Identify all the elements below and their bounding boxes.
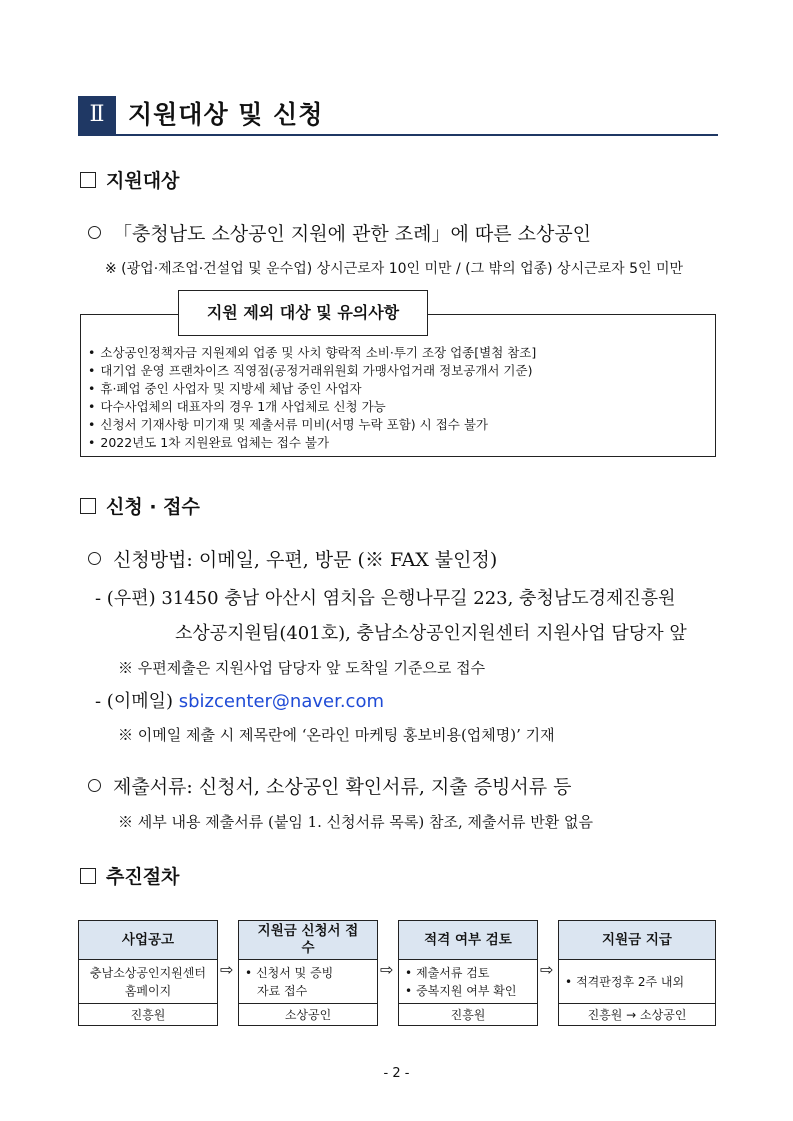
- step-title: 지원금 지급: [559, 921, 715, 960]
- email-line: - (이메일) sbizcenter@naver.com: [95, 691, 384, 712]
- email-link[interactable]: sbizcenter@naver.com: [178, 691, 384, 712]
- list-item: • 대기업 운영 프랜차이즈 직영점(공정거래위원회 가맹사업거래 정보공개서 기준): [88, 362, 536, 380]
- step-owner: 진흥원: [450, 1008, 486, 1022]
- arrow-right-icon: ⇨: [380, 960, 394, 979]
- docs-note: ※ 세부 내용 제출서류 (붙임 1. 신청서류 목록) 참조, 제출서류 반환 없음: [118, 813, 593, 831]
- exclusion-list: [88, 344, 536, 452]
- step-body: [79, 960, 217, 1004]
- step-body: [239, 960, 377, 1004]
- checkbox-square-icon: [80, 868, 96, 884]
- section-number: Ⅱ: [78, 96, 116, 134]
- target-main: 「충청남도 소상공인 지원에 관한 조례」에 따른 소상공인: [88, 220, 591, 248]
- page-number: - 2 -: [383, 1066, 410, 1081]
- target-heading: 지원대상: [80, 168, 179, 194]
- process-step-review: [398, 920, 538, 1026]
- process-step-payment: [558, 920, 716, 1026]
- step-body-line: • 신청서 및 증빙: [245, 964, 371, 982]
- step-title: 적격 여부 검토: [399, 921, 537, 960]
- list-item: • 소상공인정책자금 지원제외 업종 및 사치 향락적 소비·투기 조장 업종[별첨 참조]: [88, 344, 536, 362]
- list-item: • 다수사업체의 대표자의 경우 1개 사업체로 신청 가능: [88, 398, 536, 416]
- list-item: • 2022년도 1차 지원완료 업체는 접수 불가: [88, 434, 536, 452]
- post-address-line2: 소상공지원팀(401호), 충남소상공인지원센터 지원사업 담당자 앞: [175, 623, 687, 644]
- step-body-line: 자료 접수: [257, 983, 308, 998]
- section-divider: [78, 134, 718, 136]
- step-title: 사업공고: [79, 921, 217, 960]
- step-owner: 소상공인: [284, 1008, 332, 1022]
- apply-heading: 신청 · 접수: [80, 494, 200, 520]
- apply-method: 신청방법: 이메일, 우편, 방문 (※ FAX 불인정): [88, 546, 497, 574]
- arrow-right-icon: ⇨: [220, 960, 234, 979]
- exclusion-title: 지원 제외 대상 및 유의사항: [178, 290, 428, 336]
- step-body-line: • 중복지원 여부 확인: [405, 982, 531, 1000]
- step-body: [399, 960, 537, 1004]
- circle-bullet-icon: [88, 552, 101, 565]
- circle-bullet-icon: [88, 226, 101, 239]
- section-title: 지원대상 및 신청: [128, 100, 324, 129]
- process-step-application: [238, 920, 378, 1026]
- process-heading: 추진절차: [80, 864, 179, 890]
- list-item: • 신청서 기재사항 미기재 및 제출서류 미비(서명 누락 포함) 시 접수 불가: [88, 416, 536, 434]
- email-note: ※ 이메일 제출 시 제목란에 ‘온라인 마케팅 홍보비용(업체명)’ 기재: [118, 726, 555, 744]
- target-note: ※ (광업·제조업·건설업 및 운수업) 상시근로자 10인 미만 / (그 밖의 업종) 상시근로자 5인 미만: [105, 261, 684, 277]
- step-body: [559, 960, 715, 1004]
- checkbox-square-icon: [80, 172, 96, 188]
- step-owner: 진흥원 → 소상공인: [587, 1008, 687, 1022]
- step-body-line: • 제출서류 검토: [405, 964, 531, 982]
- step-owner: 진흥원: [130, 1008, 166, 1022]
- checkbox-square-icon: [80, 498, 96, 514]
- post-address-line1: - (우편) 31450 충남 아산시 염치읍 은행나무길 223, 충청남도경제진흥원: [95, 588, 676, 609]
- circle-bullet-icon: [88, 779, 101, 792]
- step-body-line: 홈페이지: [124, 983, 172, 998]
- post-note: ※ 우편제출은 지원사업 담당자 앞 도착일 기준으로 접수: [118, 659, 486, 677]
- apply-docs: 제출서류: 신청서, 소상공인 확인서류, 지출 증빙서류 등: [88, 773, 572, 801]
- process-step-announcement: [78, 920, 218, 1026]
- step-body-line: • 적격판정후 2주 내외: [565, 973, 709, 991]
- arrow-right-icon: ⇨: [540, 960, 554, 979]
- list-item: • 휴·폐업 중인 사업자 및 지방세 체납 중인 사업자: [88, 380, 536, 398]
- step-body-line: 충남소상공인지원센터: [90, 965, 206, 980]
- step-title: 지원금 신청서 접수: [239, 921, 377, 960]
